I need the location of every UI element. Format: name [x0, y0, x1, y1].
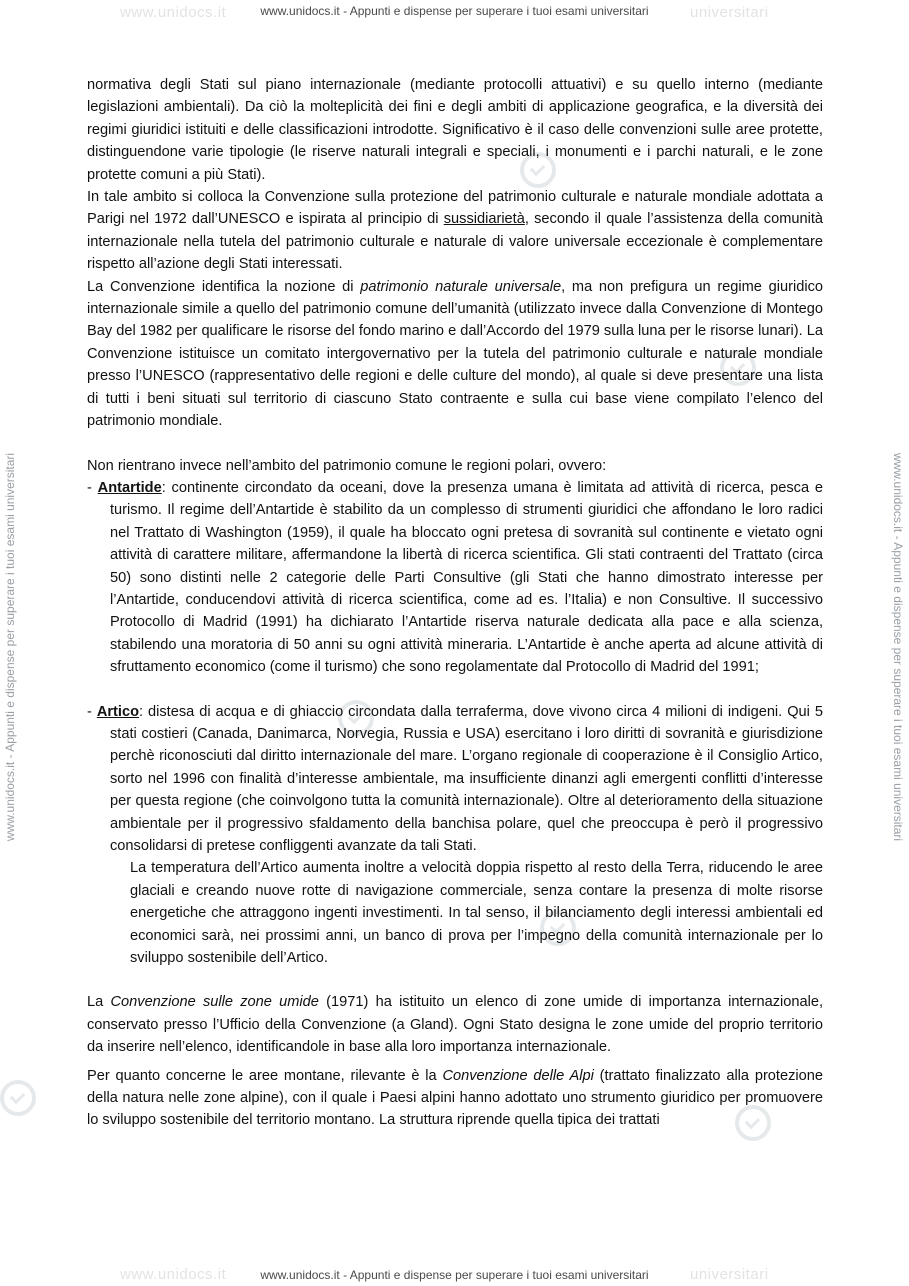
list-term: Artico [96, 703, 139, 720]
list-item-antartide: - Antartide: continente circondato da oceani, dove la presenza umana è limitata ad attività di ricerca, pesca e turismo. Il regime dell’Antartide è stabilito da un complesso di strumenti giuridici che affondano le loro radici nel Trattato di Washington (1959), il quale ha bloccato ogni pretesa di sovranità sul continente e vietato ogni attività di carattere militare, affermandone la libertà di ricerca scientifica. Gli stati contraenti del Trattato (circa 50) sono distinti nelle 2 categorie delle Parti Consultive (gli Stati che hanno dimostrato interesse per l’Antartide, conducendovi attività di ricerca scientifica, come ad es. l’Italia) e non Consultive. Il successivo Protocollo di Madrid (1991) ha dichiarato l’Antartide riserva naturale dedicata alla pace e alla scienza, stabilendo una moratoria di 50 anni su ogni attività mineraria. L’Antartide è anche aperta ad alcune attività di sfruttamento economico (come il turismo) che sono regolamentate dal Protocollo di Madrid del 1991; [87, 479, 823, 676]
side-watermark-right: www.unidocs.it - Appunti e dispense per superare i tuoi esami universitari [891, 452, 905, 842]
italic-term: Convenzione sulle zone umide [110, 994, 319, 1011]
paragraph: La Convenzione identifica la nozione di patrimonio naturale universale, ma non prefigura un regime giuridico internazionale simile a quello del patrimonio comune dell’umanità (utilizzato invece dalla Convenzione di Montego Bay del 1982 per qualificare le risorse del fondo marino e dall’Accordo del 1979 sulla luna per le risorse lunari). La Convenzione istituisce un comitato intergovernativo per la tutela del patrimonio culturale e naturale mondiale presso l’UNESCO (rappresentativo delle regioni e delle culture del mondo), al quale si deve presentare una lista di tutti i beni situati sul territorio di ciascuno Stato contraente e sulla cui base viene compilato l’elenco del patrimonio mondiale. [87, 278, 824, 430]
page-footer-watermark: www.unidocs.it - Appunti e dispense per superare i tuoi esami universitari [260, 1268, 649, 1282]
faded-watermark-left: www.unidocs.it [120, 1266, 227, 1283]
unidocs-logo-icon [0, 1080, 36, 1116]
italic-term: Convenzione delle Alpi [442, 1067, 594, 1084]
underlined-term: sussidiarietà [443, 211, 525, 228]
list-item-continuation: La temperatura dell’Artico aumenta inoltre a velocità doppia rispetto al resto della Terra, riducendo le aree glaciali e creando nuove rotte di navigazione commerciale, senza contare la presenza di molte risorse energetiche che attraggono ingenti investimenti. In tal senso, il bilanciamento degli interessi ambientali ed economici sarà, nei prossimi anni, un banco di prova per l’impegno della comunità internazionale per lo sviluppo sostenibile dell’Artico. [130, 860, 823, 967]
list-term: Antartide [97, 479, 162, 496]
paragraph: La Convenzione sulle zone umide (1971) ha istituito un elenco di zone umide di importanza internazionale, conservato presso l’Ufficio della Convenzione (a Gland). Ogni Stato designa le zone umide del proprio territorio da inserire nell’elenco, identificandole in base alla loro importanza internazionale. [87, 994, 824, 1056]
side-watermark-left: www.unidocs.it - Appunti e dispense per superare i tuoi esami universitari [3, 452, 17, 842]
faded-watermark-right: universitari [690, 1266, 769, 1283]
paragraph: normativa degli Stati sul piano internazionale (mediante protocolli attuativi) e su quello interno (mediante legislazioni ambientali). Da ciò la molteplicità dei fini e degli ambiti di applicazione geografica, e la diversità dei regimi giuridici istituiti e delle classificazioni introdotte. Significativo è il caso delle convenzioni sulle aree protette, distinguendone varie tipologie (le riserve naturali integrali e speciali, i monumenti e i parchi naturali, e le zone protette comuni a più Stati). [87, 77, 823, 183]
faded-watermark-right: universitari [690, 4, 769, 21]
page-header-watermark: www.unidocs.it - Appunti e dispense per superare i tuoi esami universitari [260, 4, 649, 18]
document-body [87, 74, 823, 1132]
list-item-artico: - Artico: distesa di acqua e di ghiaccio circondata dalla terraferma, dove vivono circa 4 milioni di indigeni. Qui 5 stati costieri (Canada, Danimarca, Norvegia, Russia e USA) esercitano i loro diritti di sovranità e giurisdizione perchè riconosciuti dal diritto internazionale del mare. L’organo regionale di cooperazione è il Consiglio Artico, sorto nel 1996 con finalità d’interesse ambientale, ma insufficiente dinanzi agli emergenti conflitti d’interesse per questa regione (che coinvolgono tutta la comunità internazionale). Oltre al deterioramento della situazione ambientale per il progressivo sfaldamento della banchisa polare, quel che preoccupa è però il progressivo consolidarsi di pretese confliggenti avanzate da tali Stati. [87, 703, 823, 854]
paragraph: In tale ambito si colloca la Convenzione sulla protezione del patrimonio culturale e naturale mondiale adottata a Parigi nel 1972 dall’UNESCO e ispirata al principio di sussidiarietà, secondo il quale l’assistenza della comunità internazionale nella tutela del patrimonio culturale e naturale di valore universale eccezionale è complementare rispetto all’azione degli Stati interessati. [87, 189, 823, 273]
faded-watermark-left: www.unidocs.it [120, 4, 227, 21]
italic-term: patrimonio naturale universale [360, 278, 562, 295]
paragraph: Non rientrano invece nell’ambito del patrimonio comune le regioni polari, ovvero: [87, 457, 607, 474]
paragraph: Per quanto concerne le aree montane, rilevante è la Convenzione delle Alpi (trattato finalizzato alla protezione della natura nelle zone alpine), con il quale i Paesi alpini hanno adottato uno strumento giuridico per promuovere lo sviluppo sostenibile del territorio montano. La struttura riprende quella tipica dei trattati [87, 1067, 823, 1129]
